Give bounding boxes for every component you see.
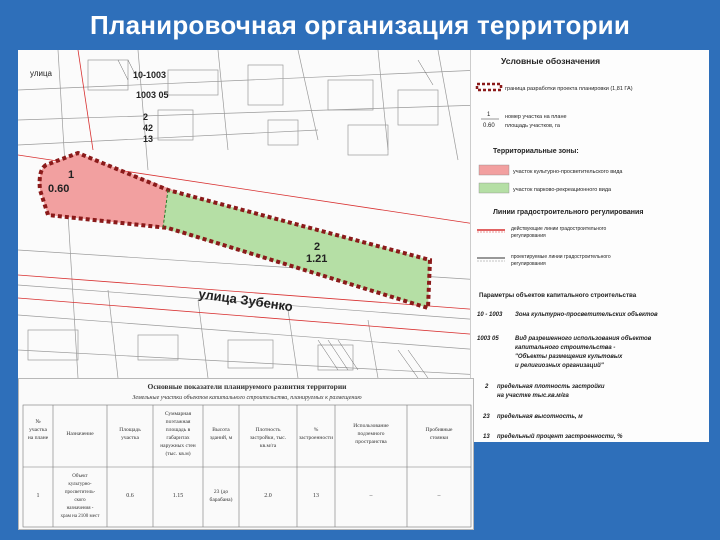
legend-title: Условные обозначения <box>501 56 601 66</box>
th-floor-area-6: (тыс. кв.м) <box>165 451 191 457</box>
zone-1-number: 1 <box>68 169 75 181</box>
block-label-2: 1003 05 <box>136 90 169 100</box>
legend-p2-text-4: и религиозных организаций" <box>515 363 604 369</box>
th-parking-2: стоянки <box>429 435 449 441</box>
legend-p5-text: предельный процент застроенности, % <box>497 434 623 440</box>
legend-p1-text: Зона культурно-просветительских объектов <box>515 312 658 318</box>
td-height-2: барабана) <box>209 497 233 503</box>
legend-zone-cultural: участок культурно-просветительского вида <box>513 169 623 175</box>
th-floor-area-3: площадь в <box>165 427 191 433</box>
th-density-3: кв.м/га <box>259 443 277 449</box>
th-purpose: Назначение <box>66 431 94 437</box>
th-plot-no-3: на плане <box>27 435 49 441</box>
td-density: 2.0 <box>264 493 272 499</box>
legend-line-planned-2: регулирования <box>511 261 546 267</box>
zone-cultural-swatch <box>479 165 509 175</box>
legend-p2-text-1: Вид разрешенного использования объектов <box>515 336 652 342</box>
th-plot-no-2: участка <box>29 427 47 433</box>
th-floor-area-4: габаритах <box>166 435 190 441</box>
td-built-pct: 13 <box>313 493 319 499</box>
td-floor-area: 1.15 <box>172 493 184 499</box>
legend-plot-number: 1 <box>487 112 491 118</box>
th-plot-no-1: № <box>35 419 41 425</box>
td-area: 0.6 <box>126 493 134 499</box>
boundary-symbol <box>477 84 501 90</box>
legend-p3-text-2: на участке тыс.кв.м/га <box>497 393 569 399</box>
legend-plot-area: 0.60 <box>483 123 495 129</box>
legend-p2-code: 1003 05 <box>477 336 499 342</box>
page-title: Планировочная организация территории <box>89 10 631 40</box>
legend-plot-text-2: площадь участков, га <box>505 123 560 129</box>
legend-p3-text-1: предельная плотность застройки <box>497 384 605 390</box>
street-label: улица Зубенко <box>197 286 294 315</box>
th-underground-3: пространства <box>355 439 387 445</box>
legend-line-red-1: действующие линии градостроительного <box>511 226 607 232</box>
legend-p2-text-2: капитального строительства - <box>515 345 616 351</box>
td-purpose-6: храм на 2100 мест <box>60 514 100 519</box>
td-underground: – <box>369 493 373 499</box>
th-height-2: зданий, м <box>209 435 233 441</box>
td-parking: – <box>437 493 441 499</box>
legend-p2-text-3: "Объекты размещения культовых <box>515 354 623 360</box>
zone-2-area: 1.21 <box>306 253 328 265</box>
legend-zones-title: Территориальные зоны: <box>493 148 579 155</box>
legend-p4-text: предельная высотность, м <box>497 414 583 420</box>
legend-zone-park: участок парково-рекреационного вида <box>513 187 612 193</box>
zone-park-swatch <box>479 183 509 193</box>
th-area-2: участка <box>121 435 139 441</box>
zone-1-area: 0.60 <box>48 183 70 195</box>
table-title: Основные показатели планируемого развития территории <box>147 382 347 391</box>
legend <box>470 50 709 442</box>
td-plot-no: 1 <box>36 493 40 499</box>
th-underground-2: подземного <box>357 431 385 437</box>
th-parking-1: Пробивные <box>425 427 453 433</box>
block-label-5: 13 <box>143 134 154 144</box>
legend-p3-code: 2 <box>485 384 489 390</box>
legend-plot-text-1: номер участка на плане <box>505 114 567 120</box>
td-purpose-3: просветитель- <box>64 490 96 495</box>
block-label-1: 10-1003 <box>133 70 167 80</box>
legend-params-title: Параметры объектов капитального строительства <box>479 292 637 299</box>
table-subtitle: Земельные участки объектов капитального строительства, планируемых к размещению <box>132 395 362 401</box>
th-built-pct-2: застроенности <box>298 435 334 441</box>
th-floor-area-5: наружных стен <box>160 443 196 449</box>
street-label-top: улица <box>30 69 52 78</box>
th-density-2: застройки, тыс. <box>249 435 287 441</box>
site-plan-map <box>18 50 482 378</box>
td-purpose-4: ского <box>74 498 86 503</box>
th-floor-area-2: поэтажная <box>165 419 191 425</box>
legend-line-planned-1: проектируемые линии градостроительного <box>511 254 611 260</box>
td-purpose-1: Объект <box>72 474 88 479</box>
td-purpose-5: назначения - <box>66 506 94 511</box>
th-height-1: Высота <box>212 427 230 433</box>
th-floor-area-1: Суммарная <box>164 411 192 417</box>
legend-lines-title: Линии градостроительного регулирования <box>493 209 644 216</box>
block-label-3: 2 <box>143 112 149 122</box>
th-underground-1: Использование <box>353 423 389 429</box>
zone-2-number: 2 <box>314 241 321 253</box>
legend-p4-code: 23 <box>483 414 490 420</box>
td-height-1: 23 (до <box>213 489 229 495</box>
legend-boundary: граница разработки проекта планировки (1,81 ГА) <box>505 86 633 92</box>
indicators-table <box>18 378 474 530</box>
td-purpose-2: культурно- <box>68 482 92 487</box>
block-label-4: 42 <box>143 123 154 133</box>
legend-p1-code: 10 - 1003 <box>477 312 503 318</box>
legend-p5-code: 13 <box>483 434 490 440</box>
th-area-1: Площадь <box>119 427 141 433</box>
th-built-pct-1: % <box>313 427 319 433</box>
legend-line-red-2: регулирования <box>511 233 546 239</box>
th-density-1: Плотность <box>255 427 281 433</box>
